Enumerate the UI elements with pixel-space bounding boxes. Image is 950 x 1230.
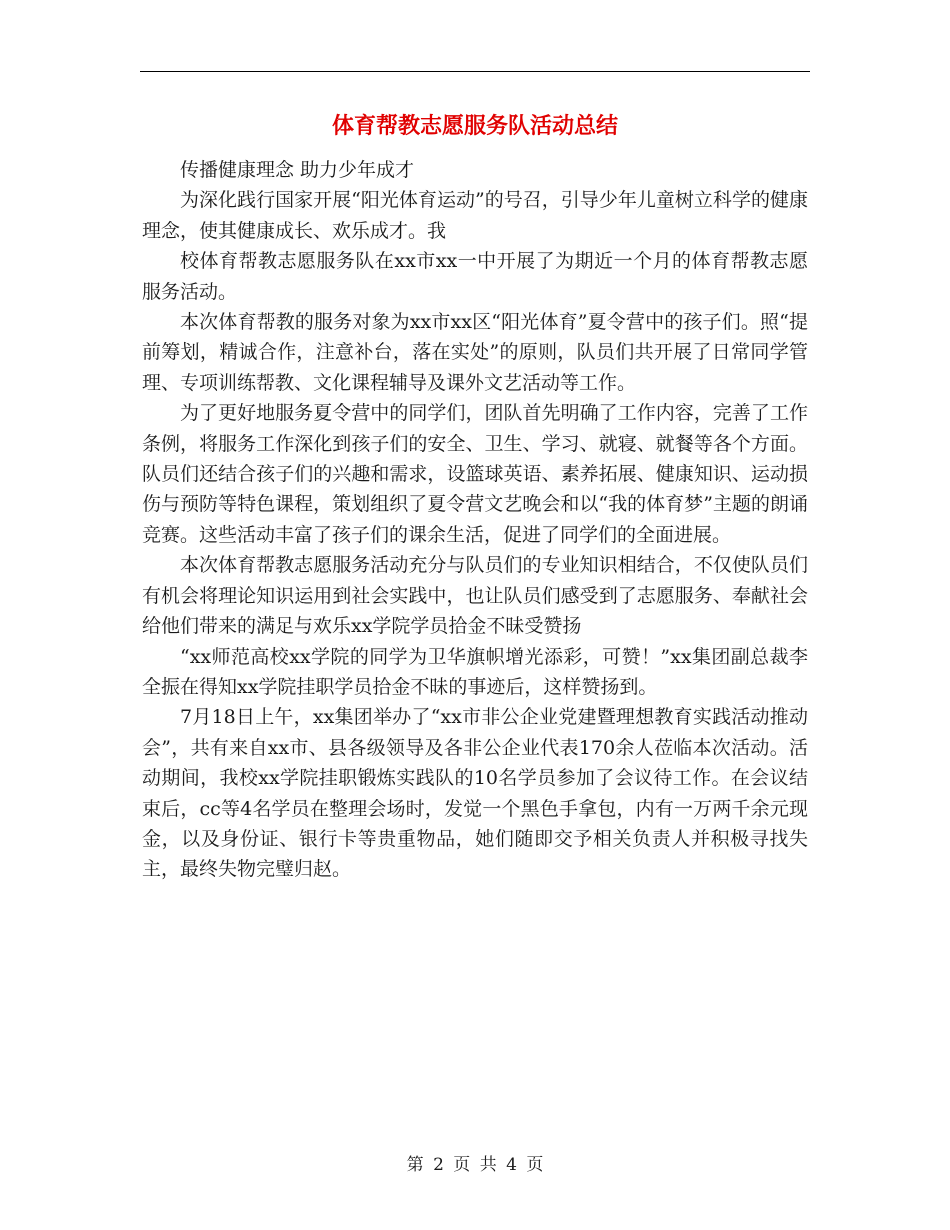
paragraph: 校体育帮教志愿服务队在xx市xx一中开展了为期近一个月的体育帮教志愿服务活动。 <box>142 250 808 303</box>
paragraph-subtitle: 传播健康理念 助力少年成才 <box>180 159 415 181</box>
document-title: 体育帮教志愿服务队活动总结 <box>331 113 618 139</box>
paragraph: “xx师范高校xx学院的同学为卫华旗帜增光添彩，可赞！”xx集团副总裁李全振在得知xx学院挂职学员拾金不昧的事迹后，这样赞扬到。 <box>142 645 808 698</box>
document-body <box>142 155 808 885</box>
paragraph: 为深化践行国家开展“阳光体育运动”的号召，引导少年儿童树立科学的健康理念，使其健康成长、欢乐成才。我 <box>142 189 808 242</box>
header-rule <box>140 71 810 72</box>
paragraph: 本次体育帮教的服务对象为xx市xx区“阳光体育”夏令营中的孩子们。照“提前筹划，精诚合作，注意补台，落在实处”的原则，队员们共开展了日常同学管理、专项训练帮教、文化课程辅导及课外文艺活动等工作。 <box>142 311 808 394</box>
page-number-footer: 第 2 页 共 4 页 <box>406 1155 544 1175</box>
paragraph: 7月18日上午，xx集团举办了“xx市非公企业党建暨理想教育实践活动推动会”，共有来自xx市、县各级领导及各非公企业代表170余人莅临本次活动。活动期间，我校xx学院挂职锻炼实践队的10名学员参加了会议待工作。在会议结束后，cc等4名学员在整理会场时，发觉一个黑色手拿包，内有一万两千余元现金，以及身份证、银行卡等贵重物品，她们随即交予相关负责人并积极寻找失主，最终失物完璧归赵。 <box>142 706 808 881</box>
paragraph: 本次体育帮教志愿服务活动充分与队员们的专业知识相结合，不仅使队员们有机会将理论知识运用到社会实践中，也让队员们感受到了志愿服务、奉献社会给他们带来的满足与欢乐xx学院学员拾金不昧受赞扬 <box>142 554 808 638</box>
paragraph: 为了更好地服务夏令营中的同学们，团队首先明确了工作内容，完善了工作条例，将服务工作深化到孩子们的安全、卫生、学习、就寝、就餐等各个方面。队员们还结合孩子们的兴趣和需求，设篮球英语、素养拓展、健康知识、运动损伤与预防等特色课程，策划组织了夏令营文艺晚会和以“我的体育梦”主题的朗诵竞赛。这些活动丰富了孩子们的课余生活，促进了同学们的全面进展。 <box>142 402 808 546</box>
